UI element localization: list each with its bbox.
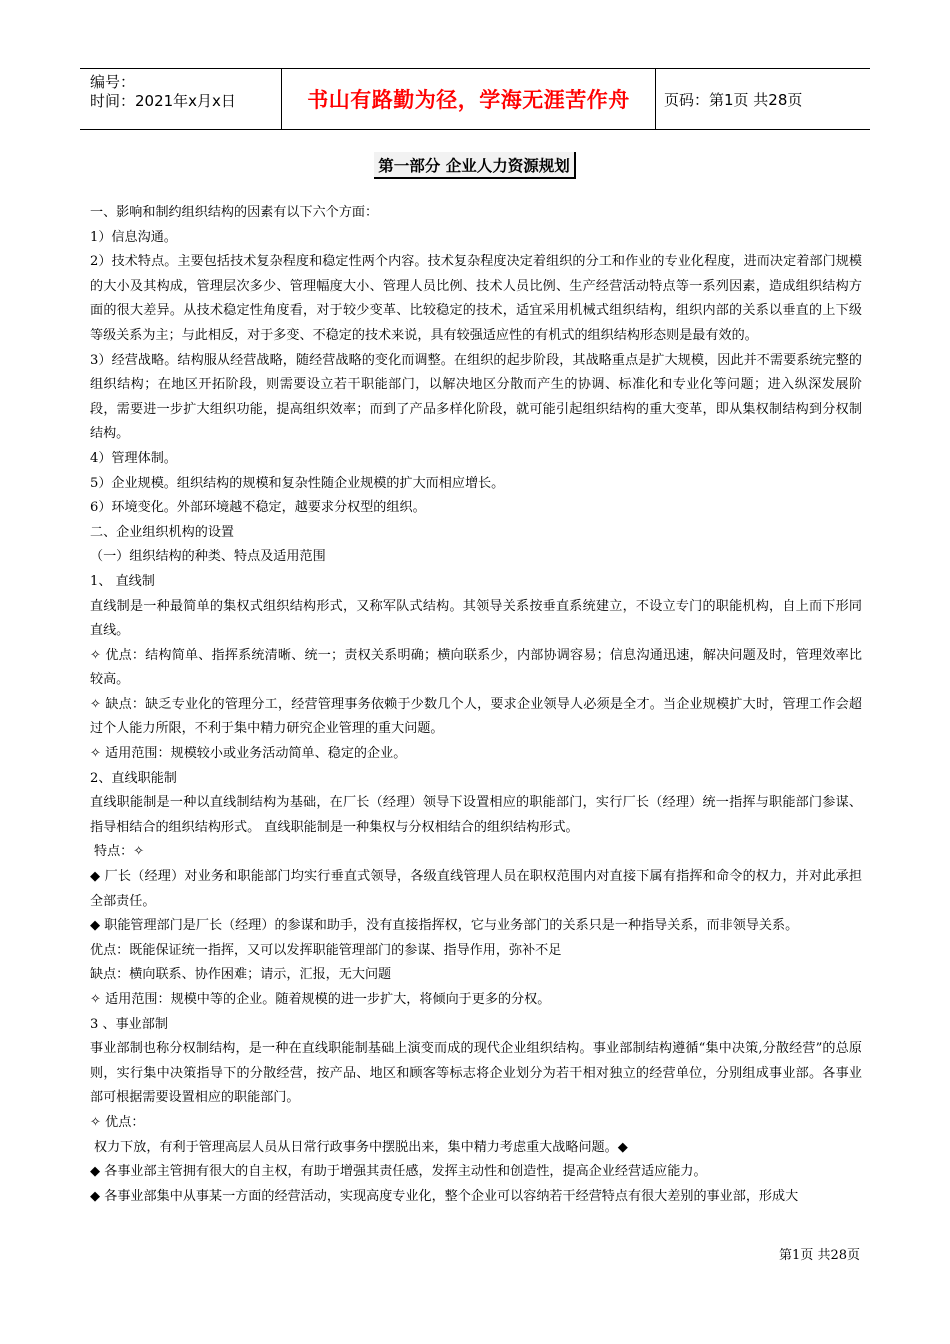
document-number-label: 编号： (90, 73, 136, 91)
document-date: 时间：2021年x月x日 (90, 92, 236, 110)
paragraph: （一）组织结构的种类、特点及适用范围 (90, 549, 326, 565)
document-body (90, 201, 862, 1209)
paragraph: ◆ 各事业部主管拥有很大的自主权，有助于增强其责任感，发挥主动性和创造性，提高企业经营适应能力。 (90, 1164, 707, 1180)
paragraph: 1、 直线制 (90, 573, 155, 589)
paragraph: 二、企业组织机构的设置 (90, 524, 235, 540)
header-motto-cell (282, 69, 656, 129)
paragraph: 直线职能制是一种以直线制结构为基础，在厂长（经理）领导下设置相应的职能部门，实行厂长（经理）统一指挥与职能部门参谋、指导相结合的组织结构形式。 直线职能制是一种集权与分权相结合的组织结构形式。 (90, 795, 862, 835)
paragraph: 优点：既能保证统一指挥，又可以发挥职能管理部门的参谋、指导作用，弥补不足 (90, 942, 562, 958)
paragraph: ✧ 适用范围：规模中等的企业。随着规模的进一步扩大，将倾向于更多的分权。 (90, 992, 551, 1007)
paragraph: ✧ 优点： (90, 1114, 145, 1130)
paragraph: 3）经营战略。结构服从经营战略，随经营战略的变化而调整。在组织的起步阶段，其战略重点是扩大规模，因此并不需要系统完整的组织结构；在地区开拓阶段，则需要设立若干职能部门，以解决地区分散而产生的协调、标准化和专业化等问题；进入纵深发展阶段，需要进一步扩大组织功能，提高组织效率；而到了产品多样化阶段，就可能引起组织结构的重大变革，即从集权制结构到分权制结构。 (90, 352, 862, 442)
title-wrapper (0, 152, 950, 179)
paragraph: 5）企业规模。组织结构的规模和复杂性随企业规模的扩大而相应增长。 (90, 475, 505, 491)
section-title: 第一部分 企业人力资源规划 (374, 152, 575, 179)
paragraph: ✧ 优点：结构简单、指挥系统清晰、统一；责权关系明确；横向联系少，内部协调容易；信息沟通迅速，解决问题及时，管理效率比较高。 (90, 647, 862, 688)
paragraph: 权力下放，有利于管理高层人员从日常行政事务中摆脱出来，集中精力考虑重大战略问题。◆ (94, 1139, 628, 1155)
paragraph: ✧ 缺点：缺乏专业化的管理分工，经营管理事务依赖于少数几个人，要求企业领导人必须是全才。当企业规模扩大时，管理工作会超过个人能力所限，不利于集中精力研究企业管理的重大问题。 (90, 696, 862, 737)
page-footer: 第1页 共28页 (779, 1248, 860, 1263)
paragraph: 直线制是一种最简单的集权式组织结构形式，又称军队式结构。其领导关系按垂直系统建立，不设立专门的职能机构，自上而下形同直线。 (90, 598, 862, 639)
paragraph: 缺点：横向联系、协作困难；请示，汇报，无大问题 (90, 967, 392, 983)
paragraph: 2）技术特点。主要包括技术复杂程度和稳定性两个内容。技术复杂程度决定着组织的分工和作业的专业化程度，进而决定着部门规模的大小及其构成，管理层次多少、管理幅度大小、管理人员比例、技术人员比例、生产经营活动特点等一系列因素，造成组织结构方面的很大差异。从技术稳定性角度看，对于较少变革、比较稳定的技术，适宜采用机械式组织结构，组织内部的关系以垂直的上下级等级关系为主；与此相反，对于多变、不稳定的技术来说，具有较强适应性的有机式的组织结构形态则是最有效的。 (90, 254, 862, 343)
paragraph: 特点：✧ (94, 844, 145, 860)
paragraph: 3 、事业部制 (90, 1016, 168, 1032)
paragraph: ✧ 适用范围：规模较小或业务活动简单、稳定的企业。 (90, 746, 407, 762)
paragraph: 2、直线职能制 (90, 770, 177, 786)
paragraph: ◆ 各事业部集中从事某一方面的经营活动，实现高度专业化，整个企业可以容纳若干经营特点有很大差别的事业部，形成大 (90, 1188, 799, 1204)
paragraph: 1）信息沟通。 (90, 229, 177, 245)
page-header (80, 68, 870, 130)
paragraph: 6）环境变化。外部环境越不稳定，越要求分权型的组织。 (90, 500, 426, 516)
header-page-info: 页码：第1页 共28页 (664, 90, 803, 109)
header-motto: 书山有路勤为径，学海无涯苦作舟 (307, 88, 630, 112)
paragraph: 一、影响和制约组织结构的因素有以下六个方面： (90, 205, 379, 220)
header-meta (80, 69, 282, 129)
paragraph: 4）管理体制。 (90, 450, 177, 466)
paragraph: ◆ 厂长（经理）对业务和职能部门均实行垂直式领导，各级直线管理人员在职权范围内对直接下属有指挥和命令的权力，并对此承担全部责任。 (90, 869, 862, 909)
paragraph: ◆ 职能管理部门是厂长（经理）的参谋和助手，没有直接指挥权，它与业务部门的关系只是一种指导关系，而非领导关系。 (90, 918, 799, 934)
paragraph: 事业部制也称分权制结构，是一种在直线职能制基础上演变而成的现代企业组织结构。事业部制结构遵循“集中决策,分散经营”的总原则，实行集中决策指导下的分散经营，按产品、地区和顾客等标志将企业划分为若干相对独立的经营单位，分别组成事业部。各事业部可根据需要设置相应的职能部门。 (90, 1041, 862, 1106)
